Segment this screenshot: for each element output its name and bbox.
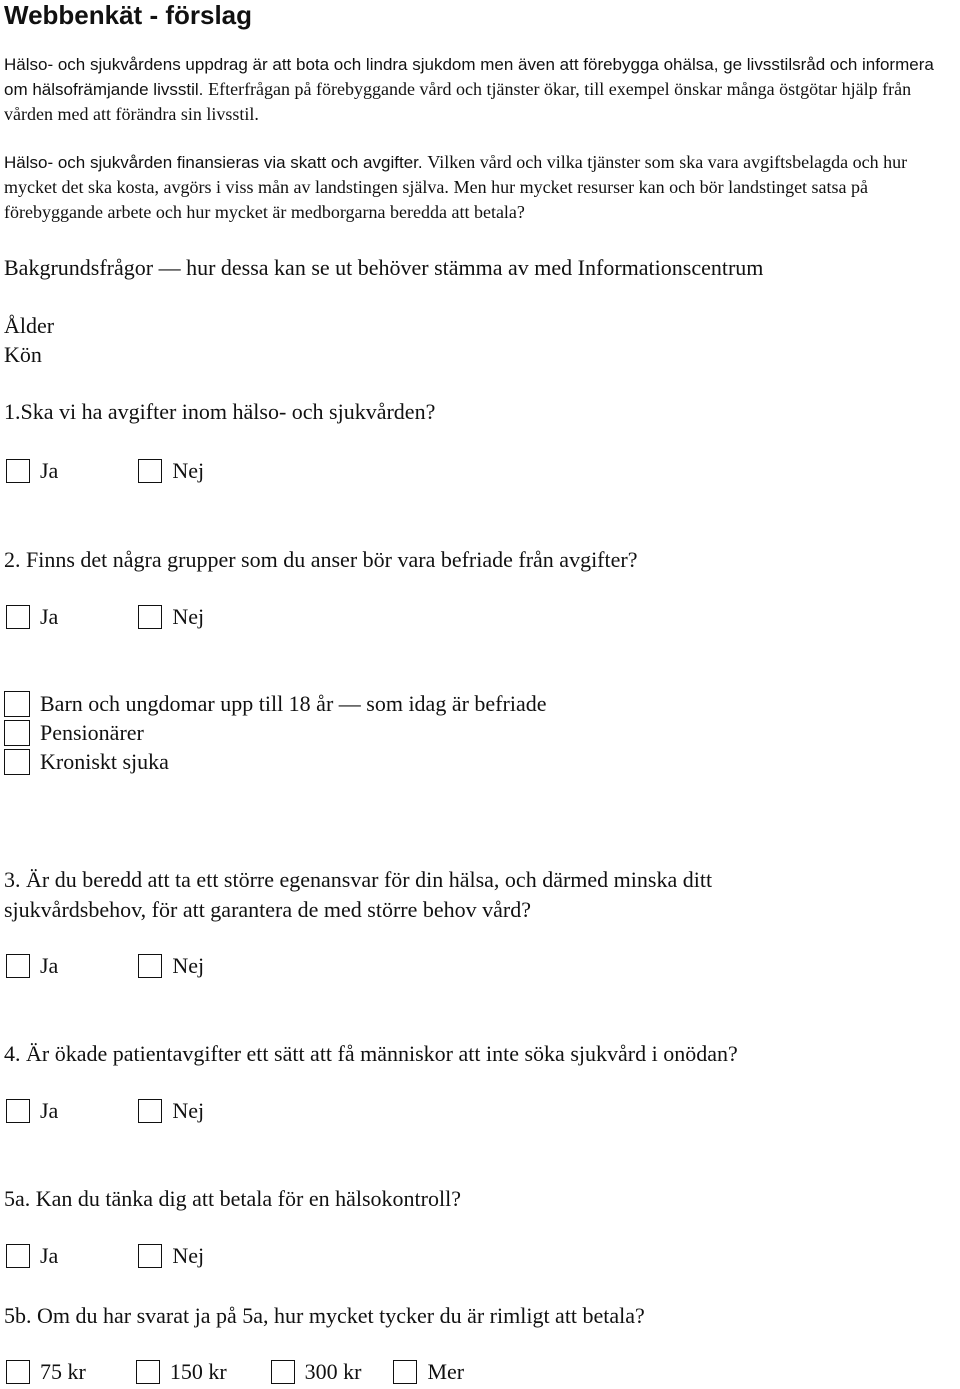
yes-label: Ja (40, 1243, 59, 1268)
intro-text-1b: Efterfrågan på förebyggande vård och tjänster ökar, till exempel önskar många östgötar hjälp från vården med att förändra sin livsstil. (4, 79, 912, 124)
q2-group-children[interactable] (4, 689, 546, 718)
intro-paragraph-2 (4, 150, 956, 225)
question-3-options (6, 953, 204, 979)
yes-label: Ja (40, 604, 59, 629)
intro-text-2b: Vilken vård och vilka tjänster som ska vara avgiftsbelagda och hur mycket det ska kosta, avgörs i viss mån av landstingen själva. (4, 152, 908, 197)
question-5a: 5a. Kan du tänka dig att betala för en hälsokontroll? (4, 1186, 461, 1211)
question-2-options (6, 604, 204, 630)
question-5b-options (6, 1359, 464, 1385)
q5b-option-150[interactable] (136, 1359, 227, 1385)
intro-paragraph-1 (4, 52, 956, 127)
group-label: Pensionärer (40, 719, 144, 745)
q5b-option-75[interactable] (6, 1359, 86, 1385)
intro-text-1a: Hälso- och sjukvårdens uppdrag är att bota och lindra sjukdom men även att förebygga ohälsa, ge livsstilsråd och informera om hälsofrämjande livsstil. (4, 55, 934, 99)
q5a-yes-option[interactable] (6, 1243, 58, 1269)
checkbox[interactable] (6, 605, 30, 629)
no-label: Nej (172, 1098, 205, 1123)
intro-text-2c: Men hur mycket resurser kan och bör landstinget satsa på förebyggande arbete och hur mycket är medborgarna beredda att betala? (4, 177, 869, 222)
q2-no-option[interactable] (138, 604, 204, 630)
question-4: 4. Är ökade patientavgifter ett sätt att få människor att inte söka sjukvård i onödan? (4, 1041, 738, 1066)
checkbox[interactable] (138, 1099, 162, 1123)
gender-label: Kön (4, 342, 42, 367)
q2-yes-option[interactable] (6, 604, 58, 630)
question-1-options (6, 458, 204, 484)
checkbox[interactable] (136, 1360, 160, 1384)
q3-no-option[interactable] (138, 953, 204, 979)
intro-text-2a: Hälso- och sjukvården finansieras via skatt och avgifter. (4, 153, 423, 172)
q4-yes-option[interactable] (6, 1098, 58, 1124)
checkbox[interactable] (138, 1244, 162, 1268)
q5b-option-300[interactable] (271, 1359, 362, 1385)
q5b-option-more[interactable] (393, 1359, 464, 1385)
no-label: Nej (172, 604, 205, 629)
amount-label: Mer (427, 1359, 465, 1384)
age-label: Ålder (4, 313, 55, 338)
checkbox[interactable] (6, 459, 30, 483)
q2-group-chronically-ill[interactable] (4, 747, 546, 776)
question-1: 1.Ska vi ha avgifter inom hälso- och sjukvården? (4, 399, 436, 424)
checkbox[interactable] (6, 1360, 30, 1384)
q5a-no-option[interactable] (138, 1243, 204, 1269)
checkbox[interactable] (4, 720, 30, 746)
checkbox[interactable] (138, 459, 162, 483)
checkbox[interactable] (6, 954, 30, 978)
amount-label: 300 kr (304, 1359, 362, 1384)
q4-no-option[interactable] (138, 1098, 204, 1124)
question-2: 2. Finns det några grupper som du anser bör vara befriade från avgifter? (4, 547, 638, 572)
yes-label: Ja (40, 953, 59, 978)
checkbox[interactable] (271, 1360, 295, 1384)
no-label: Nej (172, 458, 205, 483)
no-label: Nej (172, 1243, 205, 1268)
q1-yes-option[interactable] (6, 458, 58, 484)
question-5a-options (6, 1243, 204, 1269)
q1-no-option[interactable] (138, 458, 204, 484)
checkbox[interactable] (4, 749, 30, 775)
question-3-line-1: 3. Är du beredd att ta ett större egenansvar för din hälsa, och därmed minska ditt (4, 867, 713, 892)
background-heading: Bakgrundsfrågor — hur dessa kan se ut behöver stämma av med Informationscentrum (4, 255, 764, 280)
checkbox[interactable] (6, 1099, 30, 1123)
amount-label: 75 kr (40, 1359, 86, 1384)
q2-group-pensioners[interactable] (4, 718, 546, 747)
no-label: Nej (172, 953, 205, 978)
yes-label: Ja (40, 1098, 59, 1123)
group-label: Barn och ungdomar upp till 18 år — som idag är befriade (40, 690, 547, 716)
checkbox[interactable] (4, 691, 30, 717)
checkbox[interactable] (138, 605, 162, 629)
amount-label: 150 kr (169, 1359, 227, 1384)
question-5b: 5b. Om du har svarat ja på 5a, hur mycket tycker du är rimligt att betala? (4, 1303, 645, 1328)
q2-group-list (4, 689, 546, 776)
question-3-line-2: sjukvårdsbehov, för att garantera de med större behov vård? (4, 897, 531, 922)
yes-label: Ja (40, 458, 59, 483)
q3-yes-option[interactable] (6, 953, 58, 979)
page-title: Webbenkät - förslag (4, 0, 253, 30)
question-4-options (6, 1098, 204, 1124)
checkbox[interactable] (138, 954, 162, 978)
checkbox[interactable] (6, 1244, 30, 1268)
group-label: Kroniskt sjuka (40, 748, 169, 774)
checkbox[interactable] (393, 1360, 417, 1384)
